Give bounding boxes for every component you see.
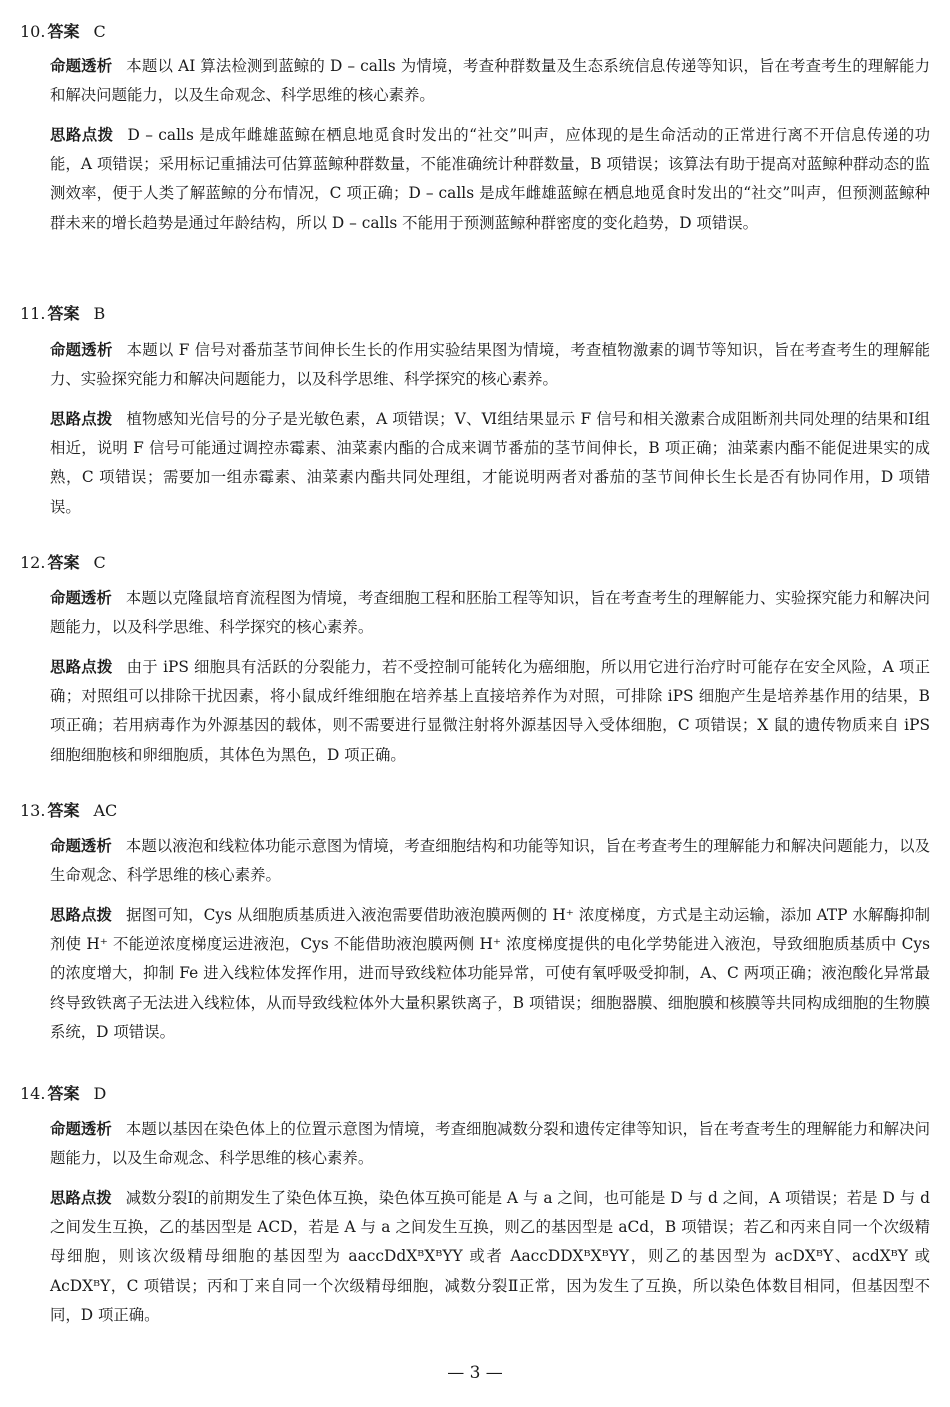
hint-label: 思路点拨 [50, 658, 113, 676]
intent-text: 本题以液泡和线粒体功能示意图为情境，考查细胞结构和功能等知识，旨在考查考生的理解能力和解决问题能力，以及生命观念、科学思维的核心素养。 [50, 837, 930, 885]
answer-value: C [93, 22, 106, 41]
hint-paragraph [50, 901, 930, 1047]
hint-label: 思路点拨 [50, 1189, 112, 1207]
answer-label: 答案 [47, 553, 80, 572]
hint-text: 植物感知光信号的分子是光敏色素，A 项错误；Ⅴ、Ⅵ组结果显示 F 信号和相关激素合成阻断剂共同处理的结果和Ⅰ组相近，说明 F 信号可能通过调控赤霉素、油菜素内酯的合成来调节番茄的茎节间伸长，B 项正确；油菜素内酯不能促进果实的成熟，C 项错误；需要加一组赤霉素、油菜素内酯共同处理组，才能说明两者对番茄的茎节间伸长生长是否有协同作用，D 项错误。 [50, 410, 930, 516]
answer-line [20, 1082, 106, 1106]
intent-label: 命题透析 [50, 837, 112, 855]
answer-line [20, 551, 106, 575]
answer-value: C [93, 553, 106, 572]
intent-paragraph [50, 336, 930, 394]
answer-label: 答案 [47, 22, 80, 41]
answer-value: B [93, 304, 106, 323]
intent-label: 命题透析 [50, 57, 113, 75]
intent-paragraph [50, 584, 930, 642]
question-number: 12. [20, 553, 46, 572]
question-number: 13. [20, 801, 46, 820]
answer-label: 答案 [47, 1084, 80, 1103]
intent-paragraph [50, 832, 930, 890]
hint-paragraph [50, 121, 930, 238]
page-number: — 3 — [447, 1363, 503, 1383]
answer-line [20, 799, 117, 823]
hint-label: 思路点拨 [50, 410, 113, 428]
intent-text: 本题以 AI 算法检测到蓝鲸的 D – calls 为情境，考查种群数量及生态系统信息传递等知识，旨在考查考生的理解能力和解决问题能力，以及生命观念、科学思维的核心素养。 [50, 57, 930, 105]
answer-line [20, 20, 106, 44]
intent-text: 本题以 F 信号对番茄茎节间伸长生长的作用实验结果图为情境，考查植物激素的调节等知识，旨在考查考生的理解能力、实验探究能力和解决问题能力，以及科学思维、科学探究的核心素养。 [50, 341, 930, 389]
answer-value: D [93, 1084, 107, 1103]
answer-label: 答案 [47, 801, 80, 820]
hint-text: 减数分裂Ⅰ的前期发生了染色体互换，染色体互换可能是 A 与 a 之间，也可能是 D 与 d 之间，A 项错误；若是 D 与 d 之间发生互换，乙的基因型是 ACD，若是 A 与 a 之间发生互换，则乙的基因型是 aCd，B 项错误；若乙和丙来自同一个次级精母细胞，则该次级精母细胞的基因型为 aaccDdXᴮXᴮYY 或者 AaccDDXᴮXᴮYY，则乙的基因型为 acDXᴮY、acdXᴮY 或 AcDXᴮY，C 项错误；丙和丁来自同一个次级精母细胞，减数分裂Ⅱ正常，因为发生了互换，所以染色体数目相同，但基因型不同，D 项正确。 [50, 1189, 930, 1324]
intent-label: 命题透析 [50, 589, 112, 607]
hint-text: 由于 iPS 细胞具有活跃的分裂能力，若不受控制可能转化为癌细胞，所以用它进行治疗时可能存在安全风险，A 项正确；对照组可以排除干扰因素，将小鼠成纤维细胞在培养基上直接培养作为对照，可排除 iPS 细胞产生是培养基作用的结果，B 项正确；若用病毒作为外源基因的载体，则不需要进行显微注射将外源基因导入受体细胞，C 项错误；X 鼠的遗传物质来自 iPS 细胞细胞核和卵细胞质，其体色为黑色，D 项正确。 [50, 658, 930, 764]
hint-paragraph [50, 405, 930, 522]
question-number: 10. [20, 22, 46, 41]
hint-paragraph [50, 1184, 930, 1330]
intent-paragraph [50, 52, 930, 110]
answer-line [20, 302, 105, 326]
intent-text: 本题以克隆鼠培育流程图为情境，考查细胞工程和胚胎工程等知识，旨在考查考生的理解能力、实验探究能力和解决问题能力，以及科学思维、科学探究的核心素养。 [50, 589, 930, 637]
hint-text: D – calls 是成年雌雄蓝鲸在栖息地觅食时发出的“社交”叫声，应体现的是生命活动的正常进行离不开信息传递的功能，A 项错误；采用标记重捕法可估算蓝鲸种群数量，不能准确统计种群数量，B 项错误；该算法有助于提高对蓝鲸种群动态的监测效率，便于人类了解蓝鲸的分布情况，C 项正确；D – calls 是成年雌雄蓝鲸在栖息地觅食时发出的“社交”叫声，但预测蓝鲸种群未来的增长趋势是通过年龄结构，所以 D – calls 不能用于预测蓝鲸种群密度的变化趋势，D 项错误。 [50, 126, 930, 232]
hint-paragraph [50, 653, 930, 770]
intent-paragraph [50, 1115, 930, 1173]
intent-label: 命题透析 [50, 1120, 112, 1138]
hint-label: 思路点拨 [50, 906, 113, 924]
intent-text: 本题以基因在染色体上的位置示意图为情境，考查细胞减数分裂和遗传定律等知识，旨在考查考生的理解能力和解决问题能力，以及生命观念、科学思维的核心素养。 [50, 1120, 930, 1168]
hint-label: 思路点拨 [50, 126, 114, 144]
intent-label: 命题透析 [50, 341, 113, 359]
question-number: 14. [20, 1084, 46, 1103]
hint-text: 据图可知，Cys 从细胞质基质进入液泡需要借助液泡膜两侧的 H⁺ 浓度梯度，方式是主动运输，添加 ATP 水解酶抑制剂使 H⁺ 不能逆浓度梯度运进液泡，Cys 不能借助液泡膜两侧 H⁺ 浓度梯度提供的电化学势能进入液泡，导致细胞质基质中 Cys 的浓度增大，抑制 Fe 进入线粒体发挥作用，进而导致线粒体功能异常，可使有氧呼吸受抑制，A、C 两项正确；液泡酸化异常最终导致铁离子无法进入线粒体，从而导致线粒体外大量积累铁离子，B 项错误；细胞器膜、细胞膜和核膜等共同构成细胞的生物膜系统，D 项错误。 [50, 906, 930, 1041]
answer-value: AC [93, 801, 118, 820]
answer-label: 答案 [47, 304, 80, 323]
question-number: 11. [20, 304, 46, 323]
